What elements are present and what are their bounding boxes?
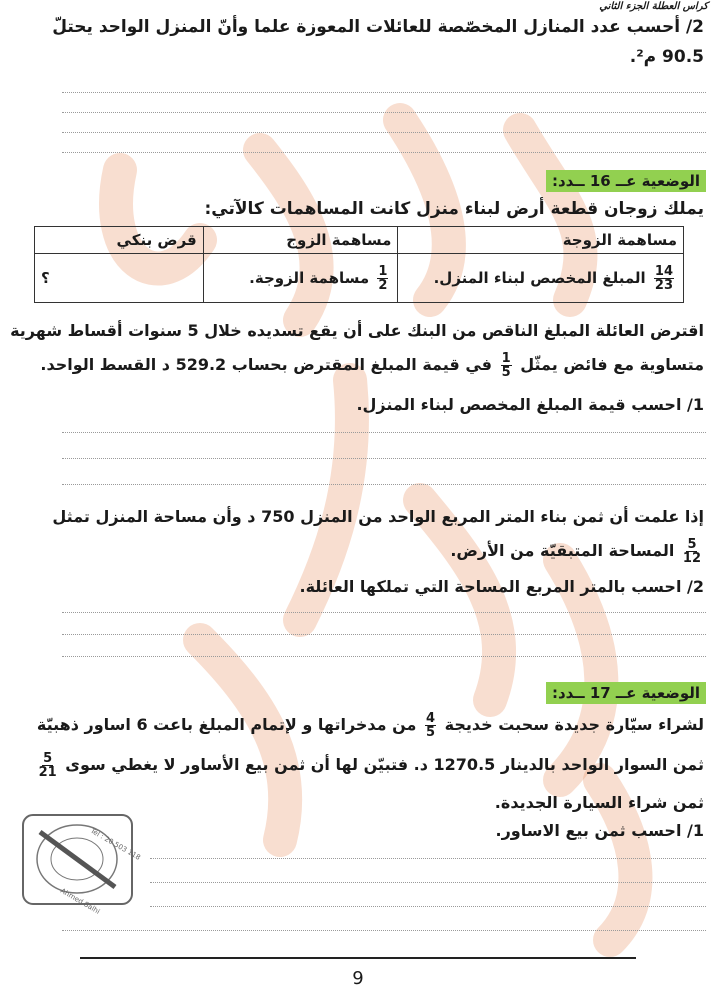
answer-line [62, 656, 706, 657]
svg-text:Ahmed Salhi: Ahmed Salhi [59, 886, 102, 916]
answer-line [62, 458, 706, 459]
paragraph-1-line-2: متساوية مع فائض يمثّل $\frac{1}{5}$ في قيمة المبلغ المقترض بحساب 529.2 د القسط الواحد. [40, 351, 704, 380]
answer-line [62, 612, 706, 613]
section-heading-16: الوضعية عــ 16 ــدد: [546, 170, 706, 192]
fraction: $\frac{5}{21}$ [38, 751, 57, 780]
situation-16-intro: يملك زوجان قطعة أرض لبناء منزل كانت المساهمات كالآتي: [204, 199, 704, 219]
fraction: $\frac{5}{12}$ [682, 537, 701, 566]
cell-wife: $\frac{14}{23}$ المبلغ المخصص لبناء المنزل. [398, 254, 684, 303]
fraction: $\frac{4}{5}$ [426, 711, 436, 740]
question-2-line-1: 2/ أحسب عدد المنازل المخصّصة للعائلات المعوزة علما وأنّ المنزل الواحد يحتلّ [52, 17, 704, 37]
answer-line [62, 432, 706, 433]
answer-line [62, 92, 706, 93]
page-number: 9 [352, 968, 364, 989]
paragraph-2-line-1: إذا علمت أن ثمن بناء المتر المربع الواحد من المنزل 750 د وأن مساحة المنزل تمثل [52, 507, 704, 526]
fraction: $\frac{1}{5}$ [501, 351, 511, 380]
question-2-line-2: 90.5 م². [629, 47, 704, 67]
cell-bank: ؟ [35, 254, 204, 303]
header-bank: قرض بنكي [35, 227, 204, 254]
answer-line [62, 152, 706, 153]
fraction: $\frac{1}{2}$ [378, 263, 388, 293]
header-husband: مساهمة الزوج [203, 227, 398, 254]
cell-husband: $\frac{1}{2}$ مساهمة الزوجة. [203, 254, 398, 303]
answer-line [62, 930, 706, 931]
svg-text:Tél : 20 503 118: Tél : 20 503 118 [89, 826, 142, 862]
fraction: $\frac{14}{23}$ [654, 263, 673, 293]
paragraph-1-line-1: اقترض العائلة المبلغ الناقص من البنك على أن يقع تسديده خلال 5 سنوات أقساط شهرية [10, 321, 704, 340]
question-16-1: 1/ احسب قيمة المبلغ المخصص لبناء المنزل. [356, 395, 704, 414]
question-17-1: 1/ احسب ثمن بيع الاساور. [495, 821, 704, 840]
section-heading-17: الوضعية عــ 17 ــدد: [546, 682, 706, 704]
answer-line [62, 112, 706, 113]
question-16-2: 2/ احسب بالمتر المربع المساحة التي تملكها العائلة. [299, 577, 704, 596]
situation-17-line-3: ثمن شراء السيارة الجديدة. [494, 793, 704, 812]
book-title: كراس العطلة الجزء الثاني [599, 1, 708, 12]
situation-17-line-1: لشراء سيّارة جديدة سحبت خديجة $\frac{4}{5}$ من مدخراتها و لإتمام المبلغ باعت 6 اساور ذهبيّة [36, 711, 704, 740]
situation-17-line-2: ثمن السوار الواحد بالدينار 1270.5 د. فتبيّن لها أن ثمن بيع الأساور لا يغطي سوى $\frac{5}{21}$ [38, 751, 704, 780]
contributions-table [34, 226, 684, 303]
answer-line [62, 132, 706, 133]
answer-line [62, 484, 706, 485]
answer-line [62, 634, 706, 635]
answer-line [150, 882, 706, 883]
paragraph-2-line-2: $\frac{5}{12}$ المساحة المتبقيّة من الأرض. [450, 537, 701, 566]
stamp-graphic [20, 812, 142, 916]
header-wife: مساهمة الزوجة [398, 227, 684, 254]
footer-rule [80, 957, 636, 959]
answer-line [150, 906, 706, 907]
answer-line [150, 858, 706, 859]
